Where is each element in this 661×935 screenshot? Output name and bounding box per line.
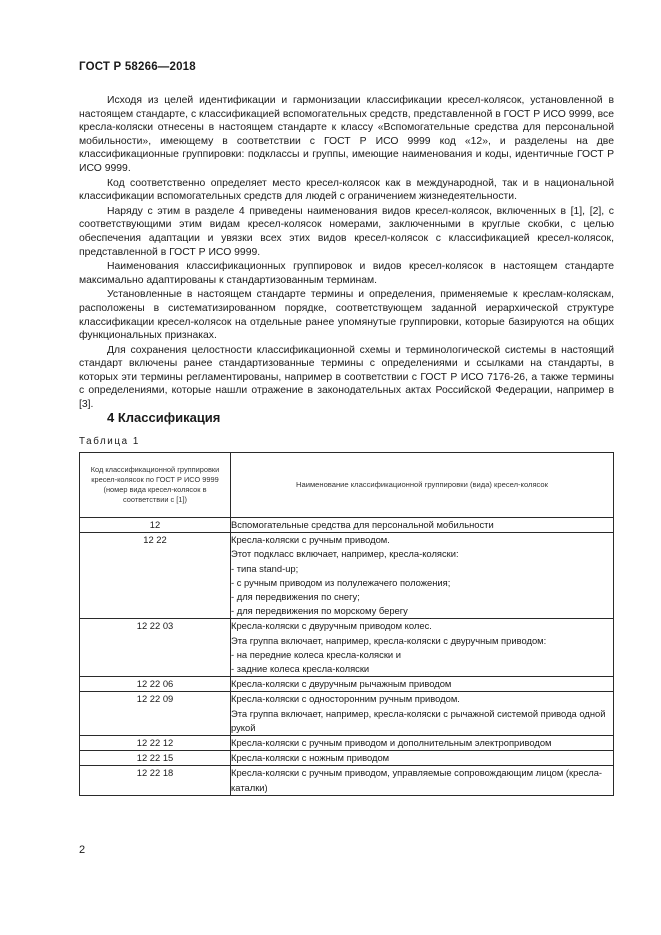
row-code: 12 [80, 518, 231, 533]
header-name: Наименование классификационной группировки (вида) кресел-колясок [231, 453, 614, 518]
description-line: Эта группа включает, например, кресла-коляски с рычажной системой привода одной рукой [231, 707, 606, 733]
description-line: Кресла-коляски с ножным приводом [231, 752, 390, 764]
row-description [231, 692, 614, 736]
table-label: Таблица 1 [79, 436, 140, 447]
row-code: 12 22 03 [80, 619, 231, 677]
row-description [231, 736, 614, 751]
table-row [80, 751, 614, 766]
description-list-item: - на передние колеса кресла-коляски и [231, 648, 613, 662]
table-row [80, 692, 614, 736]
row-description [231, 677, 614, 692]
description-line: Кресла-коляски с односторонним ручным приводом. [231, 693, 460, 705]
description-list-item: - с ручным приводом из полулежачего положения; [231, 576, 613, 590]
description-line: Кресла-коляски с двуручным рычажным приводом [231, 678, 452, 690]
paragraph: Код соответственно определяет место кресел-колясок как в международной, так и в национальной классификации вспомогательных средств для людей с ограничением жизнедеятельности. [79, 177, 614, 203]
paragraph: Для сохранения целостности классификационной схемы и терминологической системы в настоящий стандарт включены ранее стандартизованные термины с определениями и ссылками на стандарты, в которых эти термины регламентированы, например в соответствии с ГОСТ Р ИСО 7176-26, а также термины с определениями, которые нашли отражение в законодательных актах Российской Федерации, например в [3]. [79, 344, 614, 411]
description-list-item: - задние колеса кресла-коляски [231, 662, 613, 676]
header-code: Код классификационной группировки кресел-колясок по ГОСТ Р ИСО 9999 (номер вида кресел-колясок в соответствии с [1]) [80, 453, 231, 518]
row-code: 12 22 09 [80, 692, 231, 736]
table-row [80, 766, 614, 795]
paragraph: Наряду с этим в разделе 4 приведены наименования видов кресел-колясок, включенных в [1], [2], с соответствующими этим видам кресел-колясок номерами, заключенными в круглые скобки, с целью обеспечения адаптации и увязки всех этих видов кресел-колясок с классификацией кресел-колясок, представленной в ГОСТ Р ИСО 9999. [79, 205, 614, 258]
row-code: 12 22 [80, 533, 231, 619]
row-description [231, 751, 614, 766]
description-line: Кресла-коляски с ручным приводом. [231, 534, 390, 546]
description-list-item: - для передвижения по морскому берегу [231, 604, 613, 618]
section-title: 4 Классификация [107, 410, 221, 425]
paragraph: Исходя из целей идентификации и гармонизации классификации кресел-колясок, установленной в настоящем стандарте, с классификацией вспомогательных средств, представленной в ГОСТ Р ИСО 9999, все кресла-коляски отнесены в настоящем стандарте к классу «Вспомогательные средства для персональной мобильности», имеющему в соответствии с ГОСТ Р ИСО 9999 код «12», и разделены на две классификационные группировки: подклассы и группы, имеющие наименования и коды, идентичные ГОСТ Р ИСО 9999. [79, 95, 614, 174]
document-header: ГОСТ Р 58266—2018 [79, 61, 196, 73]
row-description [231, 533, 614, 619]
description-line: Эта группа включает, например, кресла-коляски с двуручным приводом: [231, 634, 547, 646]
table-header-row [80, 453, 614, 518]
description-line: Этот подкласс включает, например, кресла-коляски: [231, 548, 459, 560]
body-text [79, 94, 614, 413]
table-row [80, 736, 614, 751]
table-row [80, 677, 614, 692]
row-description [231, 518, 614, 533]
table-row [80, 533, 614, 619]
row-description [231, 766, 614, 795]
description-line: Кресла-коляски с ручным приводом, управляемые сопровождающим лицом (кресла-каталки) [231, 767, 603, 793]
classification-table [79, 452, 614, 796]
row-code: 12 22 06 [80, 677, 231, 692]
row-code: 12 22 15 [80, 751, 231, 766]
paragraph: Установленные в настоящем стандарте термины и определения, применяемые к креслам-коляскам, расположены в систематизированном порядке, соответствующем заданной иерархической структуре классификации кресел-колясок на отдельные ранее упомянутые группировки, которые базируются на общих функциональных признаках. [79, 289, 614, 342]
row-code: 12 22 12 [80, 736, 231, 751]
table-row [80, 619, 614, 677]
description-line: Кресла-коляски с двуручным приводом колес. [231, 620, 432, 632]
row-code: 12 22 18 [80, 766, 231, 795]
table-body [80, 518, 614, 796]
description-list-item: - для передвижения по снегу; [231, 590, 613, 604]
description-line: Кресла-коляски с ручным приводом и дополнительным электроприводом [231, 737, 552, 749]
table-row [80, 518, 614, 533]
row-description [231, 619, 614, 677]
description-list-item: - типа stand-up; [231, 562, 613, 576]
description-line: Вспомогательные средства для персональной мобильности [231, 519, 494, 530]
paragraph: Наименования классификационных группировок и видов кресел-колясок в настоящем стандарте максимально адаптированы к стандартизованным терминам. [79, 261, 614, 286]
page-number: 2 [79, 844, 86, 856]
